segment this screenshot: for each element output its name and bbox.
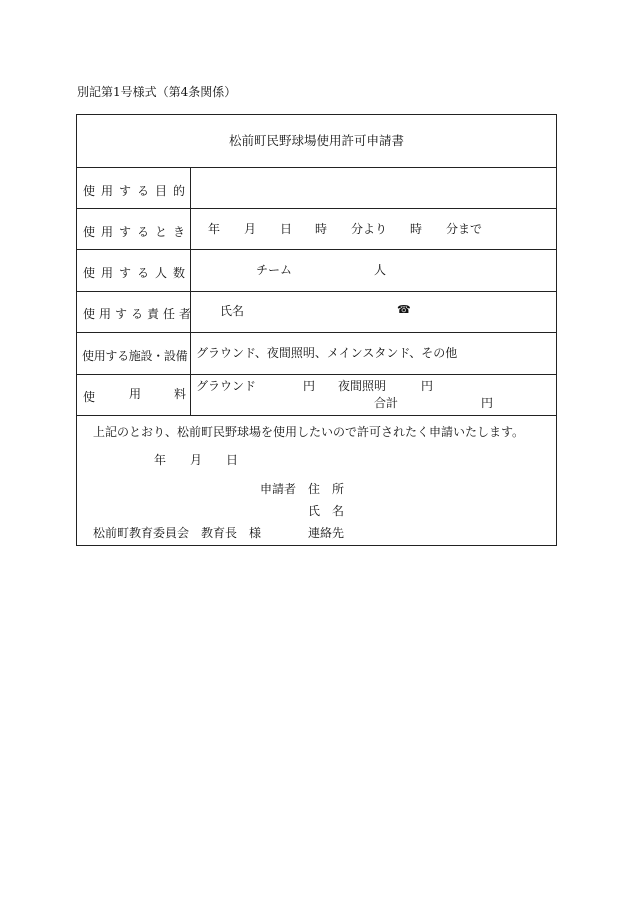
fee-ground: グラウンド (196, 379, 257, 393)
year-unit: 年 (208, 222, 221, 236)
addressee: 松前町教育委員会 教育長 様 (93, 526, 262, 540)
applicant-address-label: 住 所 (308, 482, 345, 496)
row-divider (77, 249, 556, 250)
fee-lighting: 夜間照明 (338, 379, 387, 393)
application-statement: 上記のとおり、松前町民野球場を使用したいので許可されたく申請いたします。 (93, 425, 525, 439)
facilities-options: グラウンド、夜間照明、メインスタンド、その他 (196, 346, 458, 360)
hour-from-unit: 時 (315, 222, 328, 236)
day-unit: 日 (280, 222, 293, 236)
purpose-field[interactable] (193, 169, 553, 206)
row-divider (77, 332, 556, 333)
row-divider (77, 291, 556, 292)
responsible-name-label: 氏名 (220, 304, 245, 318)
row-divider (77, 208, 556, 209)
fee-label-mid: 用 (129, 387, 142, 401)
facilities-label: 使用する施設・設備 (82, 349, 188, 363)
row-divider (77, 374, 556, 375)
people-label: 使用する人数 (83, 266, 192, 280)
hour-to-unit: 時 (410, 222, 423, 236)
application-form (76, 114, 557, 546)
date-year: 年 (154, 453, 167, 467)
persons-unit: 人 (374, 263, 387, 277)
month-unit: 月 (244, 222, 257, 236)
minute-to-unit: 分まで (446, 222, 483, 236)
date-day: 日 (226, 453, 239, 467)
applicant-label: 申請者 (260, 482, 297, 496)
date-month: 月 (190, 453, 203, 467)
fee-ground-yen: 円 (303, 379, 316, 393)
fee-total: 合計 (374, 396, 399, 410)
responsible-label: 使用する責任者 (83, 307, 196, 321)
form-caption: 別記第1号様式（第4条関係） (77, 85, 237, 99)
team-unit: チーム (256, 263, 293, 277)
row-divider (77, 167, 556, 168)
purpose-label: 使用する目的 (83, 184, 192, 198)
label-divider (190, 167, 191, 415)
datetime-label: 使用するとき (83, 225, 192, 239)
applicant-name-label: 氏 名 (308, 504, 345, 518)
phone-icon: ☎ (397, 303, 411, 316)
fee-total-yen: 円 (481, 396, 494, 410)
fee-label-right: 料 (174, 387, 187, 401)
applicant-contact-label: 連絡先 (308, 526, 345, 540)
fee-label-left: 使 (83, 390, 96, 404)
fee-lighting-yen: 円 (421, 379, 434, 393)
row-divider (77, 415, 556, 416)
form-title: 松前町民野球場使用許可申請書 (228, 133, 404, 148)
minute-from-unit: 分より (351, 222, 388, 236)
